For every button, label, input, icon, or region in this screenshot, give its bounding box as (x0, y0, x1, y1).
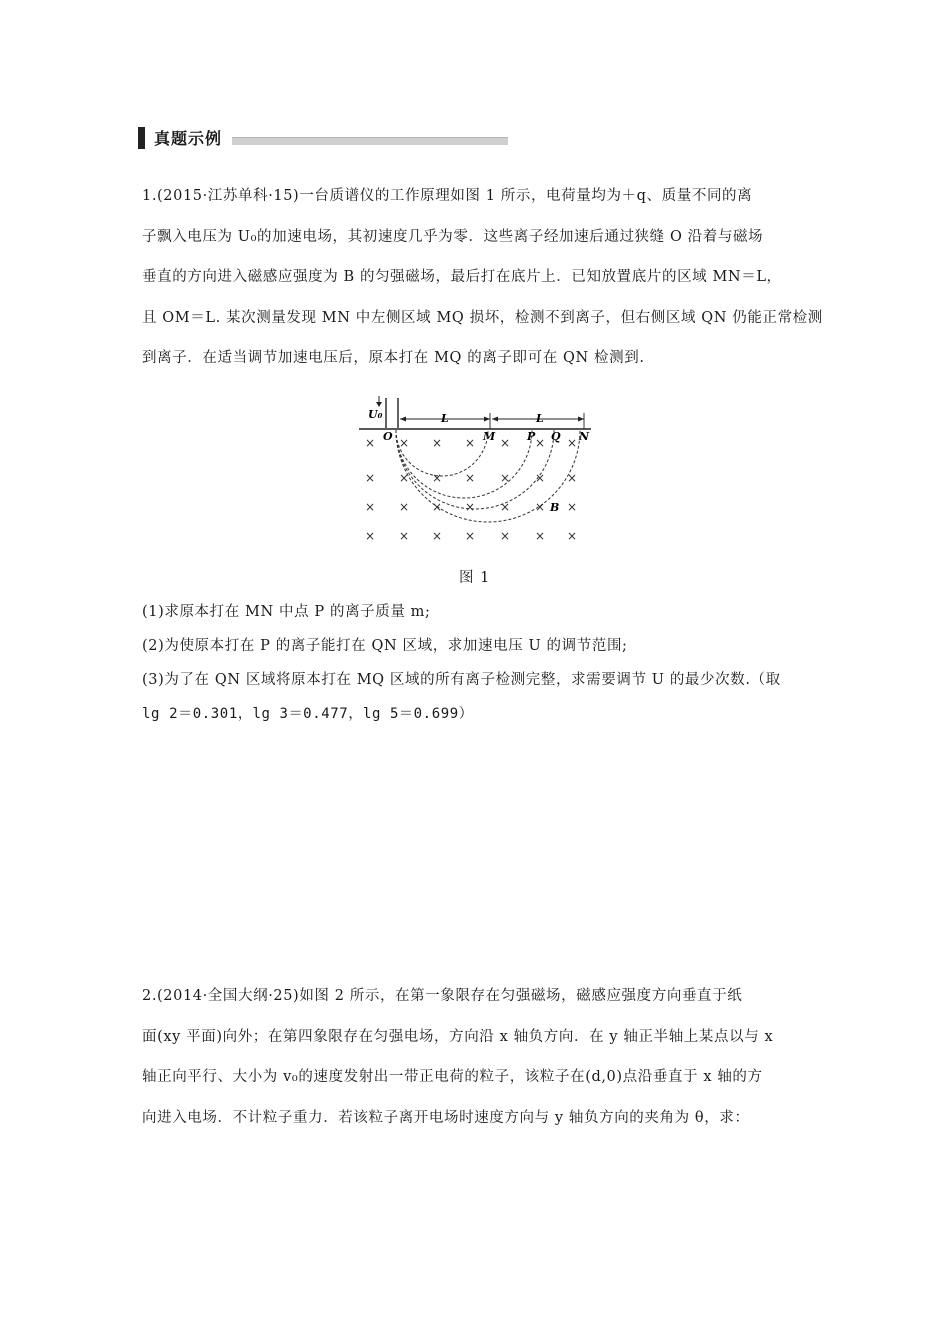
field-cross: × (365, 471, 376, 485)
field-cross: × (567, 436, 578, 450)
label-l1: L (441, 412, 449, 425)
question-2: (2)为使原本打在 P 的离子能打在 QN 区域，求加速电压 U 的调节范围; (142, 638, 628, 654)
voltage-arrowhead (376, 402, 382, 407)
field-cross: × (500, 436, 511, 450)
section-bar (138, 127, 145, 149)
figure-caption: 图 1 (459, 570, 491, 586)
field-cross: × (432, 471, 443, 485)
field-cross: × (535, 529, 546, 543)
label-p: P (527, 430, 536, 443)
field-cross: × (535, 436, 546, 450)
label-o: O (383, 430, 393, 443)
dim-arrowhead (578, 417, 584, 422)
field-cross: × (399, 529, 410, 543)
field-cross: × (432, 436, 443, 450)
field-cross: × (432, 500, 443, 514)
problem-1-line: 垂直的方向进入磁感应强度为 B 的匀强磁场，最后打在底片上．已知放置底片的区域 MN＝L， (142, 269, 782, 285)
label-n: N (579, 430, 590, 443)
problem-1-line: 1.(2015·江苏单科·15)一台质谱仪的工作原理如图 1 所示，电荷量均为＋q、质量不同的离 (142, 188, 753, 204)
label-m: M (483, 430, 496, 443)
field-cross: × (567, 500, 578, 514)
field-cross: × (500, 500, 511, 514)
label-l2: L (536, 412, 544, 425)
dim-arrowhead (400, 417, 406, 422)
field-cross: × (465, 529, 476, 543)
field-cross: × (399, 471, 410, 485)
field-cross: × (465, 436, 476, 450)
dim-arrowhead (484, 417, 490, 422)
section-rule (232, 137, 508, 145)
problem-2-line: 轴正向平行、大小为 v₀的速度发射出一带正电荷的粒子，该粒子在(d,0)点沿垂直于 x 轴的方 (142, 1069, 763, 1085)
field-cross: × (365, 436, 376, 450)
problem-1-line: 子飘入电压为 U₀的加速电场，其初速度几乎为零．这些离子经加速后通过狭缝 O 沿着与磁场 (142, 228, 764, 245)
problem-1-line: 且 OM＝L. 某次测量发现 MN 中左侧区域 MQ 损坏，检测不到离子，但右侧区域 QN 仍能正常检测 (142, 309, 823, 326)
field-cross: × (399, 500, 410, 514)
field-cross: × (365, 529, 376, 543)
section-header (138, 126, 508, 149)
label-u0: U₀ (368, 408, 383, 421)
field-cross: × (465, 500, 476, 514)
field-cross: × (567, 529, 578, 543)
problem-1-line: 到离子．在适当调节加速电压后，原本打在 MQ 的离子即可在 QN 检测到. (142, 350, 645, 366)
field-cross: × (500, 471, 511, 485)
field-cross: × (500, 529, 511, 543)
field-cross: × (535, 500, 546, 514)
field-cross: × (432, 529, 443, 543)
problem-2-text (142, 976, 822, 1138)
problem-2-line: 2.(2014·全国大纲·25)如图 2 所示，在第一象限存在匀强磁场，磁感应强度方向垂直于纸 (142, 988, 743, 1004)
field-crosses (365, 436, 577, 543)
field-cross: × (567, 471, 578, 485)
question-3: (3)为了在 QN 区域将原本打在 MQ 区域的所有离子检测完整，求需要调节 U 的最少次数.（取 (142, 672, 781, 688)
field-cross: × (399, 436, 410, 450)
label-q: Q (551, 430, 561, 443)
question-3-log-values: lg 2＝0.301，lg 3＝0.477，lg 5＝0.699） (142, 706, 474, 722)
field-cross: × (465, 471, 476, 485)
problem-2-line: 向进入电场．不计粒子重力．若该粒子离开电场时速度方向与 y 轴负方向的夹角为 θ，求： (142, 1109, 750, 1126)
dim-arrowhead (492, 417, 498, 422)
question-1: (1)求原本打在 MN 中点 P 的离子质量 m; (142, 604, 431, 620)
problem-1-text (142, 176, 822, 379)
label-b: B (550, 501, 560, 514)
field-cross: × (535, 471, 546, 485)
problem-2-line: 面(xy 平面)向外；在第四象限存在匀强电场，方向沿 x 轴负方向．在 y 轴正半轴上某点以与 x (142, 1028, 774, 1045)
field-cross: × (365, 500, 376, 514)
mass-spectrometer-figure (355, 388, 595, 548)
section-title: 真题示例 (154, 129, 223, 148)
